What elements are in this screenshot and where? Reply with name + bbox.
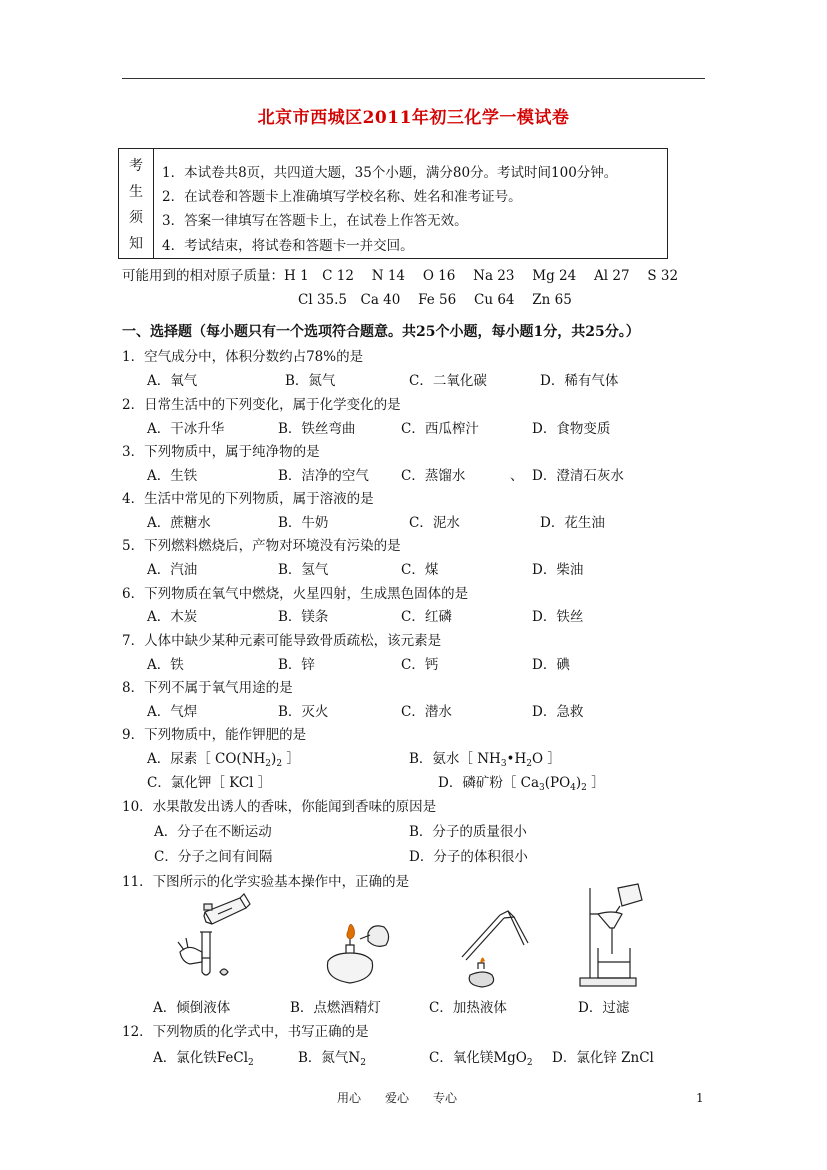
- option-text: B．氨水［ NH: [409, 751, 501, 767]
- option: B．锌: [278, 657, 315, 673]
- question-stem: 3．下列物质中，属于纯净物的是: [122, 444, 320, 460]
- atomic-mass-line2: Cl 35.5 Ca 40 Fe 56 Cu 64 Zn 65: [298, 292, 572, 308]
- notice-label-char: 知: [129, 236, 143, 252]
- option: C．加热液体: [429, 1000, 507, 1016]
- question-stem: 9．下列物质中，能作钾肥的是: [122, 727, 307, 743]
- notice-box: [118, 148, 668, 259]
- notice-item: 3．答案一律填写在答题卡上，在试卷上作答无效。: [162, 213, 468, 229]
- option: C．二氧化碳: [409, 373, 487, 389]
- option: C．西瓜榨汁: [401, 421, 479, 437]
- section-heading: 一、选择题（每小题只有一个选项符合题意。共25个小题，每小题1分，共25分。）: [122, 324, 640, 340]
- option: [147, 747, 300, 769]
- question-stem: 5．下列燃料燃烧后，产物对环境没有污染的是: [122, 538, 401, 554]
- option: D．过滤: [578, 1000, 630, 1016]
- subscript: 3: [500, 759, 507, 769]
- option-text: O ］: [532, 751, 561, 767]
- option: C．氯化钾［ KCl ］: [147, 775, 272, 791]
- option: [153, 1046, 254, 1068]
- option: [429, 1046, 533, 1068]
- option: B．分子的质量很小: [409, 824, 527, 840]
- option: D．铁丝: [532, 609, 584, 625]
- option-text: ): [575, 775, 582, 791]
- option: C．钙: [401, 657, 439, 673]
- option: A．气焊: [147, 704, 198, 720]
- option: B．铁丝弯曲: [278, 421, 356, 437]
- option: C．煤: [401, 562, 439, 578]
- option: B．洁净的空气: [278, 468, 369, 484]
- filtration-illustration: [572, 882, 652, 992]
- option: D．碘: [532, 657, 570, 673]
- question-stem: 7．人体中缺少某种元素可能导致骨质疏松，该元素是: [122, 633, 442, 649]
- stray-mark: 、: [510, 468, 524, 484]
- subscript: 2: [526, 759, 533, 769]
- option: C．分子之间有间隔: [154, 849, 273, 865]
- option: D．稀有气体: [540, 373, 619, 389]
- subscript: 3: [539, 783, 545, 793]
- option: D．氯化锌 ZnCl: [552, 1050, 654, 1066]
- question-stem: 11．下图所示的化学实验基本操作中，正确的是: [122, 874, 410, 890]
- option-text: D．磷矿粉［ Ca: [438, 775, 539, 791]
- question-stem: 10．水果散发出诱人的香味，你能闻到香味的原因是: [122, 799, 437, 815]
- notice-label: [119, 149, 154, 258]
- option-text: B．氮气N: [298, 1050, 361, 1066]
- alcohol-lamp-illustration: [310, 905, 400, 990]
- subscript: 2: [360, 1058, 366, 1068]
- option: B．氮气: [285, 373, 336, 389]
- option-text: ): [271, 751, 277, 767]
- notice-label-char: 须: [129, 210, 143, 226]
- option: D．急救: [532, 704, 584, 720]
- option: B．氢气: [278, 562, 329, 578]
- option-text: A．氯化铁FeCl: [153, 1050, 249, 1066]
- pour-liquid-illustration: [160, 892, 255, 987]
- notice-item: 1．本试卷共8页，共四道大题，35个小题，满分80分。考试时间100分钟。: [162, 165, 618, 181]
- option: [409, 747, 561, 769]
- option: A．氧气: [147, 373, 198, 389]
- subscript: 2: [526, 1058, 533, 1068]
- option-text: •H: [506, 751, 527, 767]
- header-rule: [122, 78, 705, 79]
- option: A．分子在不断运动: [154, 824, 272, 840]
- option: B．灭火: [278, 704, 329, 720]
- notice-item: 4．考试结束，将试卷和答题卡一并交回。: [162, 238, 414, 254]
- atomic-mass-line1: 可能用到的相对原子质量：H 1 C 12 N 14 O 16 Na 23 Mg 24 Al 27 S 32: [122, 268, 679, 284]
- notice-label-char: 生: [129, 184, 143, 200]
- question-stem: 2．日常生活中的下列变化，属于化学变化的是: [122, 397, 401, 413]
- option: D．分子的体积很小: [409, 849, 528, 865]
- option-text: C．氧化镁MgO: [429, 1050, 527, 1066]
- option: B．镁条: [278, 609, 329, 625]
- option: A．干冰升华: [147, 421, 225, 437]
- footer-text: 用心 爱心 专心: [337, 1091, 458, 1105]
- subscript: 4: [570, 783, 576, 793]
- option: D．食物变质: [532, 421, 611, 437]
- question-stem: 8．下列不属于氧气用途的是: [122, 680, 293, 696]
- question-stem: 1．空气成分中，体积分数约占78%的是: [122, 349, 364, 365]
- option: B．点燃酒精灯: [290, 1000, 381, 1016]
- subscript: 2: [581, 783, 587, 793]
- option: B．牛奶: [278, 515, 329, 531]
- option: D．柴油: [532, 562, 584, 578]
- option: C．红磷: [401, 609, 452, 625]
- question-stem: 4．生活中常见的下列物质，属于溶液的是: [122, 491, 374, 507]
- option: D．花生油: [540, 515, 605, 531]
- notice-item: 2．在试卷和答题卡上准确填写学校名称、姓名和准考证号。: [162, 189, 522, 205]
- option-text: ］: [282, 751, 300, 767]
- option-text: ］: [586, 775, 605, 791]
- option: A．汽油: [147, 562, 198, 578]
- page-title: 北京市西城区2011年初三化学一模试卷: [257, 108, 570, 128]
- heat-liquid-illustration: [452, 905, 532, 990]
- page-number: 1: [696, 1091, 704, 1105]
- subscript: 2: [248, 1058, 254, 1068]
- question-stem: 6．下列物质在氧气中燃烧，火星四射，生成黑色固体的是: [122, 586, 469, 602]
- option: A．木炭: [147, 609, 198, 625]
- option: C．蒸馏水: [401, 468, 466, 484]
- option-text: (PO: [544, 775, 571, 791]
- subscript: 2: [276, 759, 283, 769]
- option: D．澄清石灰水: [532, 468, 624, 484]
- option: A．铁: [147, 657, 184, 673]
- option: A．生铁: [147, 468, 198, 484]
- option: A．蔗糖水: [147, 515, 211, 531]
- option: A．倾倒液体: [153, 1000, 231, 1016]
- option: [298, 1046, 366, 1068]
- option-text: A．尿素［ CO(NH: [147, 751, 266, 767]
- option: [438, 771, 605, 793]
- subscript: 2: [265, 759, 272, 769]
- question-stem: 12．下列物质的化学式中，书写正确的是: [122, 1024, 369, 1040]
- option: C．潜水: [401, 704, 452, 720]
- option: C．泥水: [409, 515, 460, 531]
- notice-label-char: 考: [129, 158, 143, 174]
